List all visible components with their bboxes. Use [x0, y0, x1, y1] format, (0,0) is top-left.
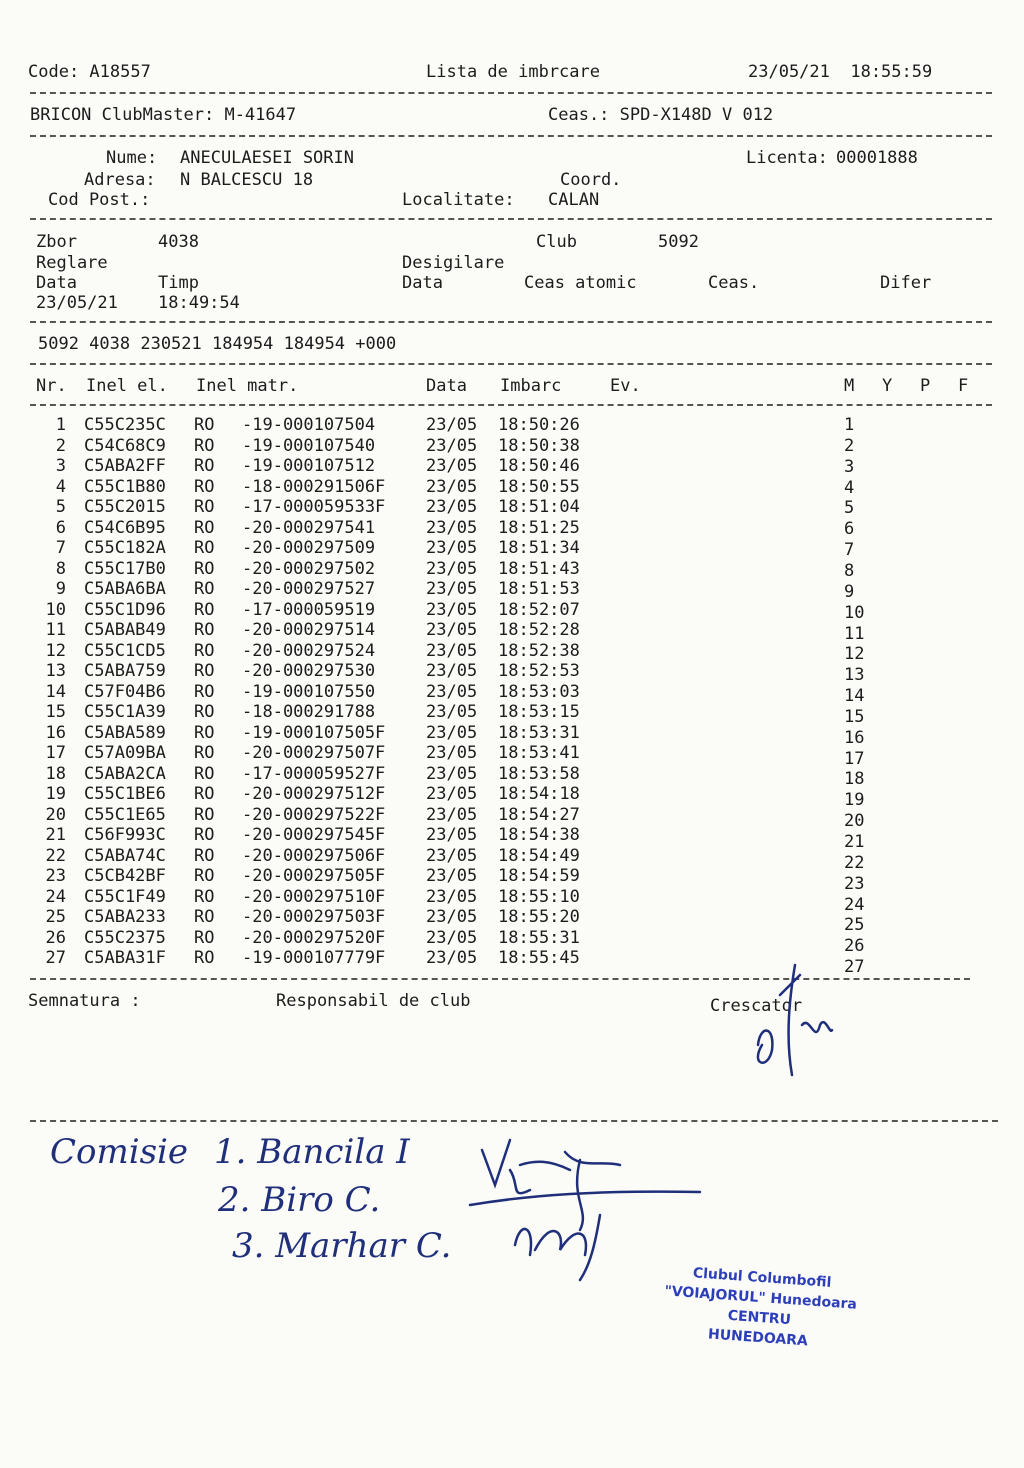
cell-time: 18:53:41 [498, 743, 580, 763]
date-label-2: Data [402, 273, 443, 293]
commission-member-1: 1. Bancila I [214, 1132, 410, 1172]
cell-el: C5CB42BF [84, 866, 166, 886]
cell-matr: -20-000297505F [242, 866, 386, 886]
cell-date: 23/05 [426, 497, 478, 517]
print-datetime: 23/05/21 18:55:59 [748, 62, 933, 82]
cell-time: 18:54:18 [498, 784, 580, 804]
cell-el: C55C2375 [84, 927, 166, 948]
commission-member-3: 3. Marhar C. [232, 1226, 452, 1266]
col-header-nr: Nr. [36, 376, 67, 396]
cell-nr: 10 [45, 599, 66, 620]
cell-nr: 18 [45, 763, 66, 784]
cell-date: 23/05 [426, 907, 478, 927]
cell-matr: -20-000297524 [242, 640, 376, 661]
cell-date: 23/05 [426, 702, 478, 722]
cell-nr: 13 [45, 661, 66, 681]
cell-time: 18:55:20 [498, 907, 580, 927]
cell-m: 19 [844, 790, 865, 811]
cell-nr: 27 [45, 948, 66, 968]
cell-m: 7 [844, 540, 855, 561]
locality-value: CALAN [548, 190, 600, 210]
cell-nr: 9 [55, 579, 66, 599]
cell-cc: RO [194, 435, 215, 456]
locality-label: Localitate: [402, 190, 515, 210]
cell-time: 18:51:34 [498, 538, 580, 558]
cell-m: 21 [844, 832, 865, 852]
cell-date: 23/05 [426, 825, 478, 845]
cell-nr: 2 [55, 435, 66, 456]
cell-nr: 12 [45, 640, 66, 661]
breeder-signature [740, 955, 850, 1090]
setting-date: 23/05/21 [36, 293, 118, 313]
col-header-p: P [920, 376, 931, 396]
cell-nr: 14 [45, 681, 66, 702]
col-header-imbarc: Imbarc [500, 376, 562, 396]
cell-matr: -20-000297512F [242, 784, 386, 804]
cell-matr: -20-000297541 [242, 517, 376, 538]
cell-m: 13 [844, 665, 865, 686]
cell-matr: -19-000107540 [242, 435, 376, 456]
cell-matr: -19-000107512 [242, 456, 376, 476]
cell-date: 23/05 [426, 435, 478, 456]
cell-matr: -20-000297514 [242, 620, 376, 640]
cell-m: 4 [844, 477, 855, 498]
cell-cc: RO [194, 866, 215, 886]
cell-m: 20 [844, 811, 865, 832]
cell-el: C57F04B6 [84, 681, 166, 702]
cell-matr: -17-000059519 [242, 599, 376, 620]
cell-nr: 4 [55, 476, 66, 497]
cell-cc: RO [194, 784, 215, 804]
cell-m: 18 [844, 769, 865, 790]
cell-m: 1 [844, 415, 855, 435]
cell-matr: -20-000297522F [242, 804, 386, 825]
date-label: Data [36, 273, 77, 293]
cell-date: 23/05 [426, 640, 478, 661]
cell-m: 23 [844, 873, 865, 894]
club-stamp [638, 1260, 883, 1357]
cell-nr: 26 [45, 927, 66, 948]
cell-el: C5ABA589 [84, 722, 166, 743]
breeder-label: Crescator [710, 996, 803, 1016]
cell-time: 18:53:15 [498, 702, 580, 722]
cell-cc: RO [194, 456, 215, 476]
cell-cc: RO [194, 476, 215, 497]
cell-nr: 3 [55, 456, 66, 476]
clock-label: Ceas. [708, 273, 760, 293]
cell-nr: 17 [45, 743, 66, 763]
atomic-clock-label: Ceas atomic [524, 273, 637, 293]
cell-time: 18:54:38 [498, 825, 580, 845]
setting-time: 18:49:54 [158, 293, 240, 313]
cell-cc: RO [194, 948, 215, 968]
col-header-inel-el: Inel el. [86, 376, 168, 396]
name-label: Nume: [106, 148, 158, 168]
cell-date: 23/05 [426, 661, 478, 681]
cell-el: C54C6B95 [84, 517, 166, 538]
cell-m: 17 [844, 748, 865, 769]
col-header-data: Data [426, 376, 467, 396]
cell-matr: -20-000297507F [242, 743, 386, 763]
cell-m: 5 [844, 498, 855, 519]
cell-time: 18:50:38 [498, 435, 580, 456]
cell-time: 18:55:45 [498, 948, 580, 968]
cell-matr: -20-000297520F [242, 927, 386, 948]
cell-nr: 19 [45, 784, 66, 804]
cell-cc: RO [194, 907, 215, 927]
divider [30, 404, 992, 406]
cell-matr: -20-000297509 [242, 538, 376, 558]
cell-cc: RO [194, 558, 215, 579]
cell-nr: 6 [55, 517, 66, 538]
cell-time: 18:53:03 [498, 681, 580, 702]
cell-m: 24 [844, 894, 865, 915]
cell-date: 23/05 [426, 620, 478, 640]
cell-date: 23/05 [426, 886, 478, 907]
cell-cc: RO [194, 497, 215, 517]
cell-time: 18:54:27 [498, 804, 580, 825]
cell-time: 18:51:04 [498, 497, 580, 517]
cell-time: 18:52:28 [498, 620, 580, 640]
cell-m: 25 [844, 915, 865, 936]
cell-cc: RO [194, 722, 215, 743]
cell-matr: -17-000059533F [242, 497, 386, 517]
owner-name: ANECULAESEI SORIN [180, 148, 354, 168]
cell-date: 23/05 [426, 743, 478, 763]
cell-matr: -20-000297545F [242, 825, 386, 845]
cell-el: C55C1B80 [84, 476, 166, 497]
cell-cc: RO [194, 415, 215, 435]
cell-date: 23/05 [426, 599, 478, 620]
stamp-line-1: Clubul Columbofil [692, 1265, 832, 1291]
cell-cc: RO [194, 763, 215, 784]
cell-matr: -20-000297506F [242, 845, 386, 866]
cell-matr: -18-000291506F [242, 476, 386, 497]
cell-nr: 16 [45, 722, 66, 743]
cell-el: C5ABA31F [84, 948, 166, 968]
cell-el: C57A09BA [84, 743, 166, 763]
col-header-ev: Ev. [610, 376, 641, 396]
cell-matr: -19-000107550 [242, 681, 376, 702]
cell-cc: RO [194, 640, 215, 661]
cell-time: 18:54:59 [498, 866, 580, 886]
cell-nr: 21 [45, 825, 66, 845]
cell-cc: RO [194, 886, 215, 907]
cell-date: 23/05 [426, 866, 478, 886]
cell-matr: -20-000297503F [242, 907, 386, 927]
cell-m: 27 [844, 957, 865, 978]
cell-el: C5ABA2CA [84, 763, 166, 784]
col-header-inel-matr: Inel matr. [196, 376, 299, 396]
cell-el: C5ABAB49 [84, 620, 166, 640]
cell-cc: RO [194, 825, 215, 845]
cell-nr: 15 [45, 702, 66, 722]
cell-date: 23/05 [426, 948, 478, 968]
cell-time: 18:50:55 [498, 476, 580, 497]
cell-nr: 8 [55, 558, 66, 579]
cell-matr: -20-000297502 [242, 558, 376, 579]
cell-date: 23/05 [426, 538, 478, 558]
cell-el: C5ABA6BA [84, 579, 166, 599]
cell-time: 18:51:53 [498, 579, 580, 599]
cell-m: 12 [844, 644, 865, 665]
cell-nr: 20 [45, 804, 66, 825]
cell-matr: -19-000107504 [242, 415, 376, 435]
flight-value: 4038 [158, 232, 199, 252]
cell-nr: 11 [45, 620, 66, 640]
divider [30, 363, 992, 365]
cell-matr: -19-000107505F [242, 722, 386, 743]
cell-el: C55C1A39 [84, 702, 166, 722]
divider [30, 218, 992, 220]
cell-el: C55C2015 [84, 497, 166, 517]
cell-m: 9 [844, 581, 855, 602]
cell-m: 22 [844, 852, 865, 873]
cell-cc: RO [194, 661, 215, 681]
divider [30, 321, 992, 323]
address-label: Adresa: [84, 170, 156, 190]
clock-id: Ceas.: SPD-X148D V 012 [548, 105, 774, 125]
cell-time: 18:55:10 [498, 886, 580, 907]
cell-cc: RO [194, 927, 215, 948]
cell-nr: 25 [45, 907, 66, 927]
summary-line: 5092 4038 230521 184954 184954 +000 [38, 334, 397, 354]
cell-m: 11 [844, 623, 865, 644]
cell-m: 2 [844, 435, 855, 456]
code-label: Code: A18557 [28, 62, 151, 82]
stamp-line-3: CENTRU [727, 1307, 792, 1329]
unseal-label: Desigilare [402, 253, 505, 273]
cell-date: 23/05 [426, 927, 478, 948]
col-header-f: F [958, 376, 969, 396]
cell-time: 18:53:31 [498, 722, 580, 743]
cell-el: C55C1BE6 [84, 784, 166, 804]
cell-cc: RO [194, 579, 215, 599]
cell-m: 16 [844, 727, 865, 748]
cell-date: 23/05 [426, 415, 478, 435]
cell-el: C55C1CD5 [84, 640, 166, 661]
cell-el: C55C182A [84, 538, 166, 558]
cell-time: 18:52:53 [498, 661, 580, 681]
cell-cc: RO [194, 599, 215, 620]
coord-label: Coord. [560, 170, 622, 190]
cell-cc: RO [194, 702, 215, 722]
document-title: Lista de imbrcare [426, 62, 600, 82]
cell-nr: 7 [55, 538, 66, 558]
cell-matr: -20-000297510F [242, 886, 386, 907]
diff-label: Difer [880, 273, 932, 293]
postcode-label: Cod Post.: [48, 190, 151, 210]
time-label: Timp [158, 273, 199, 293]
cell-el: C5ABA2FF [84, 456, 166, 476]
cell-date: 23/05 [426, 456, 478, 476]
cell-el: C55C1D96 [84, 599, 166, 620]
cell-date: 23/05 [426, 845, 478, 866]
license-label: Licenta: [746, 148, 828, 168]
cell-time: 18:51:43 [498, 558, 580, 579]
cell-m: 3 [844, 456, 855, 477]
club-label: Club [536, 232, 577, 252]
cell-cc: RO [194, 517, 215, 538]
cell-time: 18:51:25 [498, 517, 580, 538]
cell-nr: 22 [45, 845, 66, 866]
cell-cc: RO [194, 538, 215, 558]
cell-cc: RO [194, 804, 215, 825]
cell-m: 8 [844, 560, 855, 581]
cell-el: C55C1E65 [84, 804, 166, 825]
cell-cc: RO [194, 681, 215, 702]
cell-time: 18:52:07 [498, 599, 580, 620]
cell-el: C5ABA74C [84, 845, 166, 866]
cell-time: 18:50:46 [498, 456, 580, 476]
cell-time: 18:53:58 [498, 763, 580, 784]
cell-time: 18:50:26 [498, 415, 580, 435]
divider [30, 1120, 998, 1122]
commission-member-2: 2. Biro C. [218, 1180, 381, 1220]
bricon-id: BRICON ClubMaster: M-41647 [30, 105, 297, 125]
cell-nr: 5 [55, 497, 66, 517]
cell-m: 26 [844, 936, 865, 957]
cell-time: 18:55:31 [498, 927, 580, 948]
cell-time: 18:54:49 [498, 845, 580, 866]
setting-label: Reglare [36, 253, 108, 273]
club-responsible-label: Responsabil de club [276, 991, 471, 1011]
cell-el: C54C68C9 [84, 435, 166, 456]
cell-el: C5ABA759 [84, 661, 166, 681]
cell-cc: RO [194, 743, 215, 763]
cell-matr: -18-000291788 [242, 702, 376, 722]
flight-label: Zbor [36, 232, 77, 252]
license-value: 00001888 [836, 148, 918, 168]
cell-date: 23/05 [426, 476, 478, 497]
divider [30, 92, 992, 94]
cell-date: 23/05 [426, 722, 478, 743]
cell-cc: RO [194, 620, 215, 640]
cell-el: C5ABA233 [84, 907, 166, 927]
cell-m: 15 [844, 706, 865, 727]
commission-label: Comisie [50, 1132, 189, 1172]
cell-date: 23/05 [426, 579, 478, 599]
club-value: 5092 [658, 232, 699, 252]
cell-el: C55C235C [84, 415, 166, 435]
cell-date: 23/05 [426, 558, 478, 579]
cell-matr: -20-000297530 [242, 661, 376, 681]
address-value: N BALCESCU 18 [180, 170, 314, 190]
cell-matr: -19-000107779F [242, 948, 386, 968]
cell-nr: 1 [55, 415, 66, 435]
cell-date: 23/05 [426, 763, 478, 784]
cell-nr: 23 [45, 866, 66, 886]
cell-el: C55C17B0 [84, 558, 166, 579]
cell-matr: -17-000059527F [242, 763, 386, 784]
cell-matr: -20-000297527 [242, 579, 376, 599]
cell-date: 23/05 [426, 804, 478, 825]
stamp-line-4: HUNEDOARA [707, 1326, 809, 1350]
cell-cc: RO [194, 845, 215, 866]
cell-nr: 24 [45, 886, 66, 907]
col-header-m: M [844, 376, 855, 396]
cell-el: C56F993C [84, 825, 166, 845]
cell-el: C55C1F49 [84, 886, 166, 907]
signature-label: Semnatura : [28, 991, 141, 1011]
cell-m: 10 [844, 602, 865, 623]
cell-date: 23/05 [426, 517, 478, 538]
cell-m: 6 [844, 519, 855, 540]
divider [30, 135, 992, 137]
cell-m: 14 [844, 686, 865, 707]
cell-time: 18:52:38 [498, 640, 580, 661]
col-header-y: Y [882, 376, 893, 396]
stamp-line-2: "VOIAJORUL" Hunedoara [663, 1283, 858, 1313]
cell-date: 23/05 [426, 784, 478, 804]
cell-date: 23/05 [426, 681, 478, 702]
